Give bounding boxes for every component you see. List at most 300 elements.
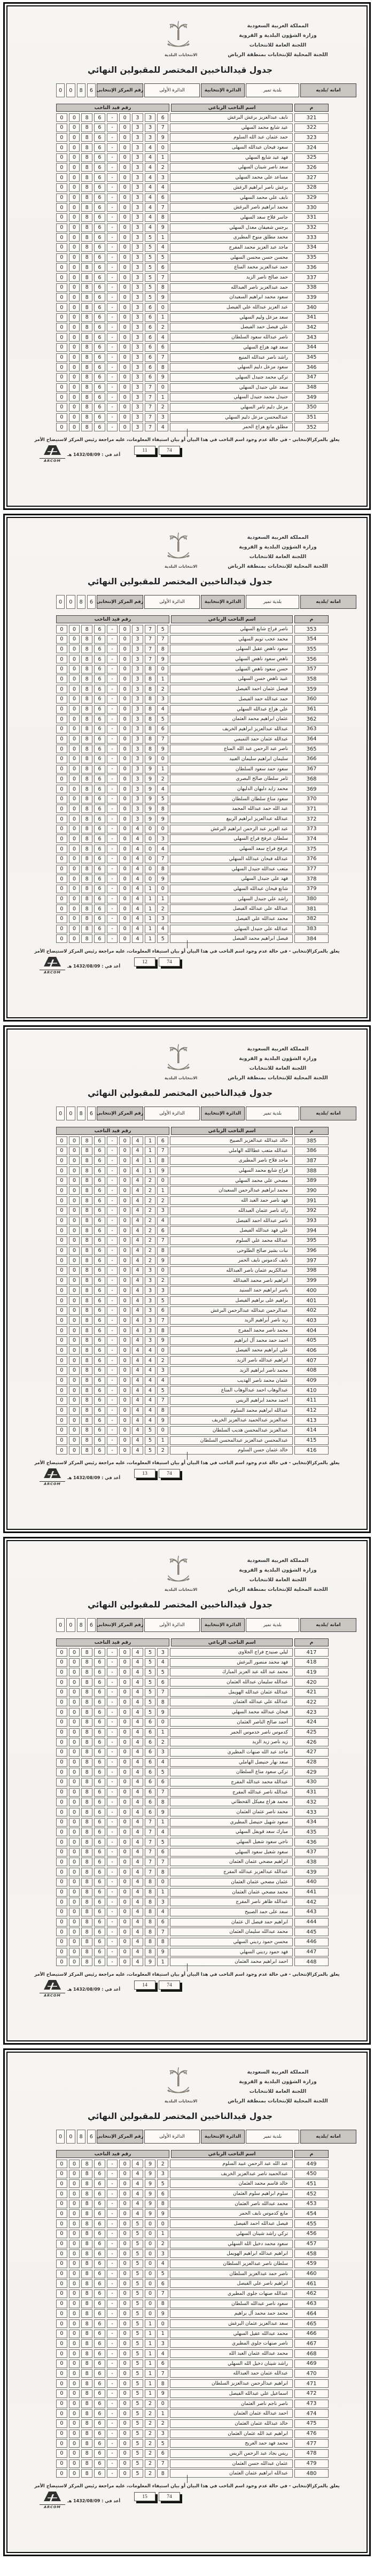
reg-digit-box: 3 [132, 343, 143, 352]
name-cell: سلطان ناصر عبدالعزيز السلطان [170, 2260, 293, 2268]
reg-digit-box: 3 [132, 353, 143, 362]
reg-digit-box: 6 [94, 715, 105, 723]
reg-digit-box: 3 [145, 1336, 156, 1345]
reg-digit-box: 4 [132, 915, 143, 923]
reg-digit-box: 6 [94, 1868, 105, 1876]
reg-digit-box: 0 [56, 2319, 67, 2328]
voter-row [56, 173, 329, 182]
serial-cell: 462 [294, 2289, 329, 2298]
reg-digit-box: 0 [69, 915, 80, 923]
reg-digit-box: 6 [94, 2430, 105, 2438]
serial-cell: 446 [294, 1938, 329, 1946]
reg-digit-box: 6 [94, 1828, 105, 1836]
voter-row [56, 855, 329, 863]
reg-digit-box: 6 [94, 1446, 105, 1455]
voter-row [56, 1908, 329, 1916]
reg-digit-box: 0 [69, 2430, 80, 2438]
voter-row [56, 183, 329, 192]
reg-digit-box: 8 [81, 665, 92, 674]
reg-digit-box: 8 [81, 2360, 92, 2368]
reg-digit-box: 0 [119, 1316, 130, 1325]
reg-digit-box: 8 [81, 1768, 92, 1776]
serial-cell: 341 [294, 313, 329, 322]
reg-separator-box: - [107, 1426, 118, 1435]
reg-digit-box: 9 [157, 1708, 168, 1716]
reg-number-cells [56, 2409, 168, 2418]
reg-digit-box: 0 [56, 133, 67, 142]
reg-number-cells [56, 625, 168, 633]
reg-digit-box: 4 [132, 1416, 143, 1425]
reg-digit-box: 0 [119, 715, 130, 723]
serial-cell: 466 [294, 2330, 329, 2338]
reg-separator-box: - [107, 655, 118, 663]
reg-digit-box: 9 [145, 1958, 156, 1966]
name-cell: فيحان عبدالله محمد السهلي [170, 1708, 293, 1716]
reg-digit-box: 0 [69, 1658, 80, 1667]
voter-row [56, 1648, 329, 1657]
prepared-date: أعد في : 1432/08/09 هـ [67, 2498, 121, 2503]
reg-digit-box: 8 [81, 755, 92, 763]
reg-digit-box: 3 [132, 775, 143, 783]
serial-cell: 381 [294, 904, 329, 913]
reg-digit-box: 8 [81, 804, 92, 813]
reg-digit-box: 0 [119, 1738, 130, 1746]
reg-digit-box: 0 [119, 785, 130, 793]
reg-separator-box: - [107, 1768, 118, 1776]
serial-cell: 323 [294, 133, 329, 142]
reg-separator-box: - [107, 1738, 118, 1746]
center-number-boxes [56, 1107, 96, 1120]
reg-digit-box: 0 [69, 1938, 80, 1946]
reg-digit-box: 6 [94, 243, 105, 252]
reg-digit-box: 4 [132, 1668, 143, 1676]
reg-separator-box: - [107, 1166, 118, 1175]
reg-digit-box: 4 [132, 1136, 143, 1145]
page-scan-area [6, 2052, 368, 2553]
gov-header-line: وزارة الشؤون البلدية و القروية [239, 1056, 317, 1062]
reg-digit-box: 6 [94, 2249, 105, 2258]
serial-cell: 457 [294, 2240, 329, 2248]
reg-digit-box: 5 [157, 1838, 168, 1846]
page-number-box: 14 [134, 1981, 155, 1990]
name-cell: سعود مزعل دليم السهلي [170, 363, 293, 372]
reg-digit-box: 3 [132, 815, 143, 823]
reg-digit-box: 0 [56, 2240, 67, 2248]
reg-digit-box: 8 [81, 2300, 92, 2308]
reg-digit-box: 7 [157, 2369, 168, 2378]
reg-digit-box: 6 [94, 635, 105, 644]
voter-row [56, 1247, 329, 1255]
reg-digit-box: 0 [69, 655, 80, 663]
name-cell: عبدالله متعب عطاالله الهاملي [170, 1147, 293, 1155]
reg-number-cells [56, 1217, 168, 1225]
reg-digit-box: 0 [69, 2369, 80, 2378]
reg-digit-box: 0 [119, 2419, 130, 2428]
reg-digit-box: 6 [145, 1788, 156, 1797]
reg-digit-box: 6 [94, 413, 105, 422]
reg-digit-box: 0 [56, 1406, 67, 1415]
reg-digit-box: 4 [132, 1166, 143, 1175]
reg-digit-box: 4 [132, 1658, 143, 1667]
reg-digit-box: 0 [56, 1688, 67, 1697]
serial-cell: 470 [294, 2369, 329, 2378]
reg-number-cells [56, 1196, 168, 1205]
reg-digit-box: 6 [94, 845, 105, 853]
footer-note: يعلق بالمركزالإنتخابي - في حالة عدم وجود اسم الناخب في هذا البيان أو بيان استيفاء المعلومات، عليه مراجعة رئيس المركز لاستيضاح الأمر [34, 948, 340, 954]
reg-digit-box: 8 [81, 2439, 92, 2448]
reg-number-cells [56, 2300, 168, 2308]
reg-digit-box: 0 [119, 403, 130, 412]
reg-digit-box: 1 [157, 393, 168, 401]
reg-digit-box: 9 [157, 1336, 168, 1345]
reg-digit-box: 0 [119, 293, 130, 301]
reg-separator-box: - [107, 1928, 118, 1936]
reg-digit-box: 8 [81, 353, 92, 362]
reg-digit-box: 8 [81, 413, 92, 422]
reg-digit-box: 0 [56, 1828, 67, 1836]
reg-digit-box: 4 [132, 934, 143, 943]
reg-digit-box: 8 [81, 834, 92, 843]
reg-separator-box: - [107, 885, 118, 893]
reg-digit-box: 5 [145, 1436, 156, 1445]
reg-digit-box: 0 [69, 353, 80, 362]
voter-row [56, 1326, 329, 1335]
reg-digit-box: 0 [56, 1196, 67, 1205]
reg-digit-box: 3 [132, 263, 143, 272]
serial-cell: 469 [294, 2360, 329, 2368]
name-header: اسم الناخب الرباعي [171, 2150, 293, 2158]
reg-digit-box: 0 [56, 1678, 67, 1687]
reg-digit-box: 4 [132, 1426, 143, 1435]
reg-digit-box: 8 [145, 735, 156, 744]
reg-digit-box: 2 [145, 2419, 156, 2428]
reg-digit-box: 3 [132, 273, 143, 282]
name-cell: عبدالله عبدالعزيز عبدالله المفرج [170, 1868, 293, 1876]
serial-cell: 334 [294, 243, 329, 252]
reg-digit-box: 6 [94, 123, 105, 132]
reg-digit-box: 4 [132, 1788, 143, 1797]
reg-digit-box: 6 [94, 1778, 105, 1786]
reg-digit-box: 0 [119, 323, 130, 331]
reg-digit-box: 0 [56, 725, 67, 733]
reg-number-cells [56, 423, 168, 431]
reg-digit-box: 4 [132, 1356, 143, 1365]
name-cell: سعد مزعل وليم السهلي [170, 313, 293, 322]
reg-digit-box: 0 [119, 1376, 130, 1385]
name-cell: عبدالله علي عبدالله العثمان [170, 1698, 293, 1706]
reg-digit-box: 0 [119, 2179, 130, 2188]
voter-row [56, 2179, 329, 2188]
reg-digit-box: 0 [69, 885, 80, 893]
reg-digit-box: 8 [81, 1788, 92, 1797]
reg-digit-box: 0 [119, 2360, 130, 2368]
name-cell: محمد ابراهيم عبدالرحمن السعيدان [170, 1186, 293, 1195]
reg-digit-box: 0 [69, 1748, 80, 1757]
reg-digit-box: 0 [69, 2449, 80, 2458]
name-cell: عرفج فراج سعد السهلي [170, 845, 293, 853]
voter-row [56, 2230, 329, 2238]
reg-digit-box: 0 [56, 2249, 67, 2258]
voter-row [56, 323, 329, 331]
reg-number-cells [56, 2219, 168, 2228]
reg-digit-box: 8 [157, 213, 168, 222]
reg-digit-box: 0 [56, 834, 67, 843]
reg-number-cells [56, 795, 168, 803]
reg-digit-box: 6 [94, 1848, 105, 1856]
reg-separator-box: - [107, 263, 118, 272]
reg-digit-box: 6 [94, 1286, 105, 1295]
reg-digit-box: 3 [157, 1286, 168, 1295]
reg-digit-box: 0 [56, 2459, 67, 2468]
reg-digit-box: 4 [132, 1156, 143, 1165]
name-cell: حسن سعود ناهض السهلى [170, 665, 293, 674]
voter-row [56, 1888, 329, 1897]
reg-digit-box: 6 [145, 1748, 156, 1757]
serial-cell: 379 [294, 885, 329, 893]
name-cell: سعود ناهض عقيل السهلى [170, 645, 293, 653]
name-cell: عثمان ابراهيم محمد العثمان [170, 715, 293, 723]
reg-digit-box: 6 [94, 855, 105, 863]
reg-number-cells [56, 1918, 168, 1927]
reg-separator-box: - [107, 1136, 118, 1145]
reg-digit-box: 8 [81, 1326, 92, 1335]
reg-digit-box: 8 [81, 2190, 92, 2198]
reg-digit-box: 5 [145, 1648, 156, 1657]
reg-digit-box: 4 [132, 1336, 143, 1345]
serial-cell: 440 [294, 1878, 329, 1886]
serial-cell: 344 [294, 343, 329, 352]
reg-separator-box: - [107, 313, 118, 322]
reg-number-cells [56, 904, 168, 913]
reg-digit-box: 0 [66, 595, 75, 609]
reg-separator-box: - [107, 1748, 118, 1757]
reg-separator-box: - [107, 393, 118, 401]
reg-digit-box: 8 [157, 1938, 168, 1946]
reg-digit-box: 0 [119, 735, 130, 744]
reg-digit-box: 4 [132, 1698, 143, 1706]
reg-digit-box: 0 [69, 213, 80, 222]
reg-digit-box: 6 [94, 815, 105, 823]
document-page [3, 2, 371, 510]
serial-cell: 441 [294, 1888, 329, 1897]
page-number-box: 12 [134, 957, 155, 966]
serial-cell: 377 [294, 865, 329, 873]
serial-cell: 386 [294, 1147, 329, 1155]
voter-row [56, 675, 329, 683]
reg-digit-box: 2 [157, 1196, 168, 1205]
reg-digit-box: 0 [69, 665, 80, 674]
reg-separator-box: - [107, 173, 118, 182]
reg-digit-box: 5 [132, 2469, 143, 2478]
reg-digit-box: 8 [81, 2389, 92, 2398]
serial-cell: 395 [294, 1236, 329, 1245]
reg-digit-box: 6 [145, 333, 156, 342]
reg-digit-box: 6 [94, 1658, 105, 1667]
serial-cell: 327 [294, 173, 329, 182]
voter-table-header [56, 1638, 329, 1646]
reg-digit-box: 6 [94, 2349, 105, 2358]
reg-digit-box: 0 [56, 353, 67, 362]
reg-digit-box: 9 [145, 2179, 156, 2188]
reg-digit-box: 4 [132, 1147, 143, 1155]
reg-digit-box: 8 [81, 815, 92, 823]
reg-separator-box: - [107, 283, 118, 292]
reg-digit-box: 6 [94, 745, 105, 753]
reg-digit-box: 8 [81, 915, 92, 923]
district-label: الدائرة الإنتخابية [201, 1618, 245, 1632]
page-title: جدول قيدالناخبين المختصر للمقبولين النهائي [87, 1600, 273, 1610]
reg-digit-box: 0 [56, 1838, 67, 1846]
reg-digit-box: 0 [119, 1848, 130, 1856]
reg-digit-box: 0 [69, 865, 80, 873]
name-cell: عبدالله عثمان عبدالله الهويمل [170, 1688, 293, 1697]
footer-note: يعلق بالمركزالإنتخابي - في حالة عدم وجود اسم الناخب في هذا البيان أو بيان استيفاء المعلومات، عليه مراجعة رئيس المركز لاستيضاح الأمر [34, 1460, 340, 1465]
reg-digit-box: 8 [81, 323, 92, 331]
voter-row [56, 1738, 329, 1746]
voter-table-header [56, 104, 329, 112]
reg-digit-box: 8 [81, 2339, 92, 2348]
reg-number-cells [56, 2459, 168, 2468]
reg-separator-box: - [107, 2379, 118, 2388]
name-cell: ثامر سلطان صالح البصري [170, 775, 293, 783]
reg-digit-box: 0 [119, 845, 130, 853]
name-cell: سعود مناع سلطان السلطان [170, 795, 293, 803]
voter-row [56, 2319, 329, 2328]
reg-digit-box: 3 [132, 363, 143, 372]
reg-digit-box: 0 [119, 2279, 130, 2288]
reg-number-cells [56, 1818, 168, 1827]
voter-row [56, 2369, 329, 2378]
reg-digit-box: 0 [119, 1718, 130, 1727]
voter-row [56, 825, 329, 833]
reg-number-cells [56, 2369, 168, 2378]
reg-digit-box: 0 [69, 1678, 80, 1687]
reg-digit-box: 0 [69, 283, 80, 292]
reg-separator-box: - [107, 705, 118, 714]
reg-separator-box: - [107, 665, 118, 674]
reg-digit-box: 8 [81, 1828, 92, 1836]
district-value: الدائرة الأولى [144, 1107, 200, 1120]
reg-digit-box: 0 [56, 2469, 67, 2478]
arcom-logo-icon [43, 2494, 61, 2504]
reg-digit-box: 9 [145, 775, 156, 783]
reg-digit-box: 0 [56, 635, 67, 644]
reg-digit-box: 6 [94, 2270, 105, 2278]
reg-digit-box: 0 [56, 83, 65, 97]
reg-digit-box: 0 [119, 1156, 130, 1165]
emblem-caption: الانتخابات البلدية [165, 564, 198, 569]
voter-table [56, 2150, 329, 2479]
name-cell: ليلي صنيدح فراج الجلاوي [170, 1648, 293, 1657]
reg-digit-box: 8 [81, 333, 92, 342]
serial-cell: 448 [294, 1958, 329, 1966]
arcom-logo [40, 445, 65, 463]
voter-row [56, 2170, 329, 2178]
reg-digit-box: 6 [94, 1888, 105, 1897]
reg-number-cells [56, 1306, 168, 1315]
gov-header-line: وزارة الشؤون البلدية و القروية [239, 1567, 317, 1573]
reg-digit-box: 0 [56, 815, 67, 823]
reg-number-cells [56, 1878, 168, 1886]
reg-number-cells [56, 1166, 168, 1175]
reg-digit-box: 6 [94, 2179, 105, 2188]
reg-digit-box: 8 [157, 2200, 168, 2208]
voter-row [56, 2270, 329, 2278]
reg-digit-box: 8 [81, 1928, 92, 1936]
reg-number-cells [56, 353, 168, 362]
reg-digit-box: 6 [87, 83, 96, 97]
reg-separator-box: - [107, 1186, 118, 1195]
reg-separator-box: - [107, 1868, 118, 1876]
reg-digit-box: 9 [157, 655, 168, 663]
serial-cell: 374 [294, 834, 329, 843]
serial-cell: 401 [294, 1296, 329, 1305]
voter-row [56, 1768, 329, 1776]
arcom-logo [40, 1979, 65, 1998]
reg-digit-box: 8 [81, 283, 92, 292]
reg-digit-box: 3 [157, 1206, 168, 1215]
page-counters [134, 1981, 180, 1990]
reg-digit-box: 0 [69, 1898, 80, 1906]
serial-cell: 326 [294, 163, 329, 172]
voter-row [56, 2200, 329, 2208]
reg-digit-box: 6 [94, 2459, 105, 2468]
serial-cell: 340 [294, 303, 329, 312]
reg-digit-box: 0 [56, 1217, 67, 1225]
name-cell: ماجد عبد العزيز محمد المفرج [170, 243, 293, 252]
reg-digit-box: 0 [66, 1618, 75, 1632]
reg-number-cells [56, 333, 168, 342]
reg-digit-box: 6 [94, 2309, 105, 2318]
serial-cell: 480 [294, 2469, 329, 2478]
reg-digit-box: 8 [81, 313, 92, 322]
name-cell: ياسر ابراهيم حمد السنيد [170, 1286, 293, 1295]
reg-digit-box: 0 [56, 2430, 67, 2438]
reg-digit-box: 0 [119, 1648, 130, 1657]
reg-digit-box: 7 [145, 1838, 156, 1846]
reg-separator-box: - [107, 2300, 118, 2308]
reg-digit-box: 6 [87, 1107, 96, 1120]
reg-digit-box: 0 [69, 1266, 80, 1275]
reg-digit-box: 0 [119, 1928, 130, 1936]
reg-digit-box: 0 [119, 655, 130, 663]
reg-digit-box: 0 [56, 845, 67, 853]
reg-digit-box: 1 [145, 2369, 156, 2378]
district-label: الدائرة الإنتخابية [201, 595, 245, 609]
reg-digit-box: 5 [132, 2439, 143, 2448]
reg-digit-box: 6 [94, 183, 105, 192]
voter-row [56, 2430, 329, 2438]
voter-row [56, 2279, 329, 2288]
reg-digit-box: 4 [132, 1898, 143, 1906]
reg-digit-box: 0 [157, 665, 168, 674]
reg-digit-box: 4 [132, 1848, 143, 1856]
serial-cell: 421 [294, 1688, 329, 1697]
reg-digit-box: 0 [56, 2439, 67, 2448]
reg-digit-box: 6 [94, 343, 105, 352]
voter-row [56, 163, 329, 172]
reg-digit-box: 0 [69, 253, 80, 262]
voter-row [56, 2419, 329, 2428]
serial-cell: 410 [294, 1386, 329, 1395]
reg-digit-box: 4 [132, 855, 143, 863]
reg-number-cells [56, 293, 168, 301]
reg-digit-box: 0 [56, 1396, 67, 1405]
reg-separator-box: - [107, 153, 118, 162]
serial-cell: 371 [294, 804, 329, 813]
name-cell: محمد عجب تويم السهلي [170, 635, 293, 644]
reg-digit-box: 0 [69, 775, 80, 783]
